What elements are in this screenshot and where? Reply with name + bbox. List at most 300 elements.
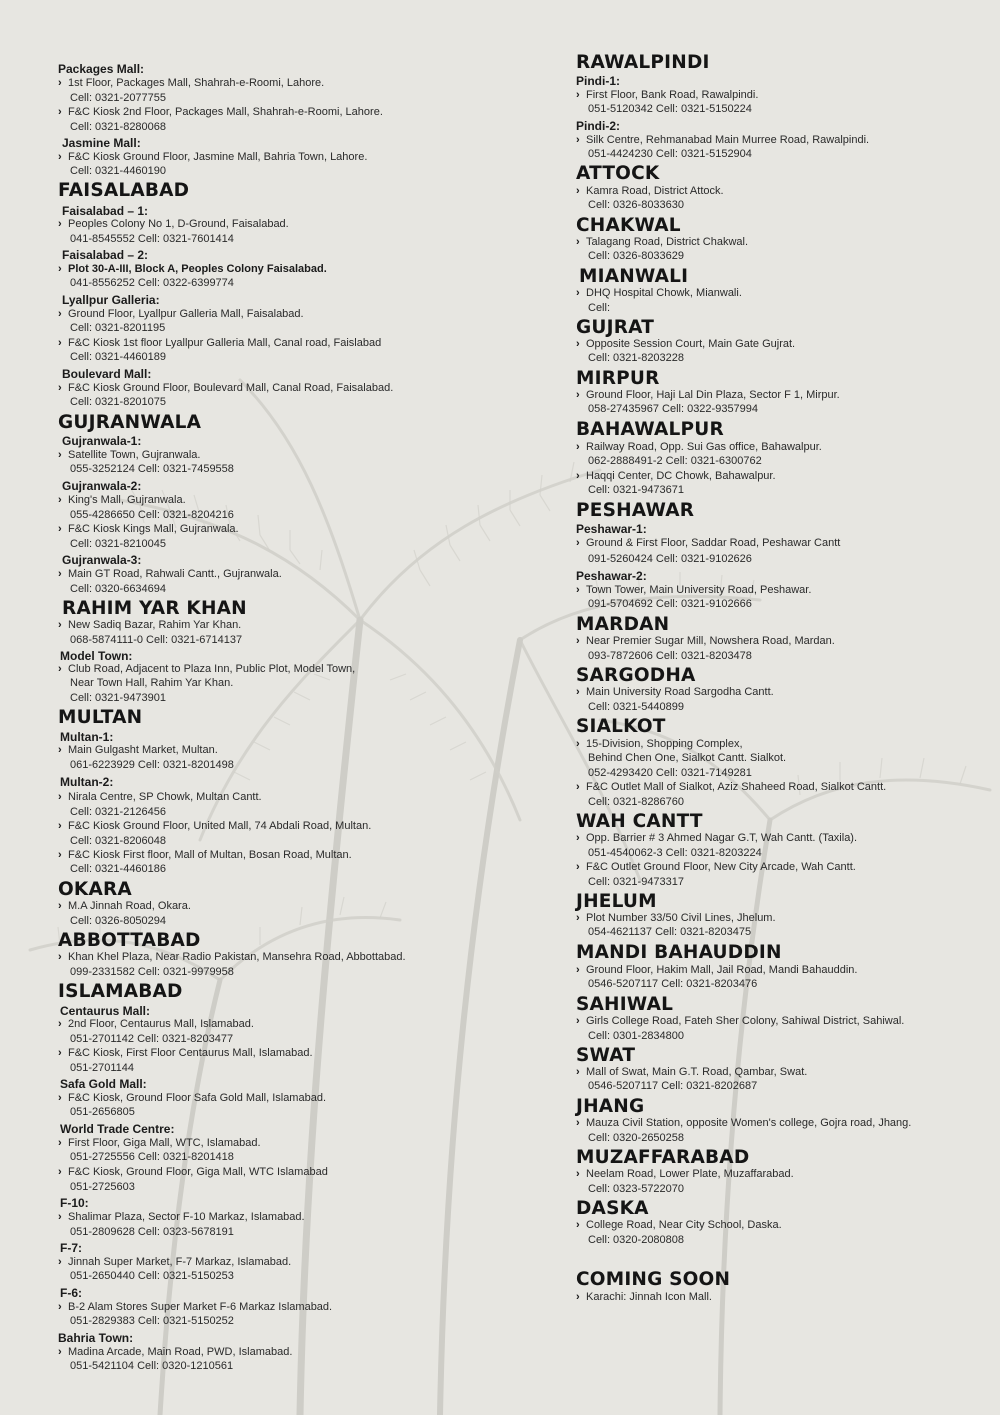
chevron-right-icon: › [58, 744, 62, 756]
line-text: F&C Kiosk Ground Floor, United Mall, 74 Abdali Road, Multan. [68, 820, 372, 832]
address-line [58, 523, 239, 536]
line-text: Cell: 0321-8210045 [70, 538, 167, 550]
address-line [576, 1117, 911, 1130]
chevron-right-icon: › [58, 663, 62, 675]
chevron-right-icon: › [58, 218, 62, 230]
city-heading-gujrat: GUJRAT [576, 317, 655, 338]
address-line [58, 951, 406, 964]
line-text: Main University Road Sargodha Cantt. [586, 686, 774, 698]
line-text: Cell: 0323-5722070 [588, 1183, 685, 1195]
line-text: Cell: 0321-2126456 [70, 806, 167, 818]
line-text: Haqqi Center, DC Chowk, Bahawalpur. [586, 470, 776, 482]
line-text: 1st Floor, Packages Mall, Shahrah-e-Roomi, Lahore. [68, 77, 325, 89]
chevron-right-icon: › [58, 494, 62, 506]
address-line [58, 1256, 291, 1269]
address-line [58, 663, 355, 676]
chevron-right-icon: › [576, 470, 580, 482]
chevron-right-icon: › [58, 1018, 62, 1030]
chevron-right-icon: › [576, 236, 580, 248]
line-text: Cell: 0321-5440899 [588, 701, 685, 713]
address-line [576, 912, 776, 925]
line-text: Town Tower, Main University Road, Peshawar. [586, 584, 812, 596]
address-line [576, 441, 822, 454]
contact-line [576, 352, 684, 365]
line-text: 055-4286650 Cell: 0321-8204216 [70, 509, 234, 521]
chevron-right-icon: › [576, 441, 580, 453]
address-line [576, 832, 857, 845]
branch-name: Gujranwala-2: [62, 479, 142, 493]
line-text: 093-7872606 Cell: 0321-8203478 [588, 650, 752, 662]
line-text: 051-2656805 [70, 1106, 135, 1118]
line-text: F&C Kiosk 2nd Floor, Packages Mall, Shahrah-e-Roomi, Lahore. [68, 106, 383, 118]
line-text: Cell: 0326-8033630 [588, 199, 685, 211]
line-text: 051-2650440 Cell: 0321-5150253 [70, 1270, 234, 1282]
contact-line [576, 796, 684, 809]
line-text: Opp. Barrier # 3 Ahmed Nagar G.T, Wah Cantt. (Taxila). [586, 832, 858, 844]
line-text: Peoples Colony No 1, D-Ground, Faisalabad. [68, 218, 289, 230]
line-text: F&C Kiosk, Ground Floor Safa Gold Mall, Islamabad. [68, 1092, 326, 1104]
chevron-right-icon: › [576, 861, 580, 873]
chevron-right-icon: › [576, 686, 580, 698]
city-heading-attock: ATTOCK [576, 163, 660, 184]
branch-name: Bahria Town: [58, 1331, 134, 1345]
branch-name: Pindi-1: [576, 74, 620, 88]
address-line [58, 1301, 332, 1314]
contact-line [576, 1080, 757, 1093]
branch-name: Gujranwala-3: [62, 553, 142, 567]
branch-name: F-7: [60, 1241, 82, 1255]
line-text: Cell: 0320-2650258 [588, 1132, 685, 1144]
contact-line [576, 302, 610, 315]
branch-name: Peshawar-2: [576, 569, 647, 583]
line-text: Mauza Civil Station, opposite Women's college, Gojra road, Jhang. [586, 1117, 912, 1129]
branch-name: F-6: [60, 1286, 82, 1300]
chevron-right-icon: › [58, 337, 62, 349]
line-text: 2nd Floor, Centaurus Mall, Islamabad. [68, 1018, 254, 1030]
chevron-right-icon: › [58, 1047, 62, 1059]
line-text: Ground Floor, Lyallpur Galleria Mall, Faisalabad. [68, 308, 304, 320]
branch-name: Jasmine Mall: [62, 136, 141, 150]
chevron-right-icon: › [576, 738, 580, 750]
address-line [576, 861, 856, 874]
line-text: 0546-5207117 Cell: 0321-8203476 [588, 978, 758, 990]
chevron-right-icon: › [58, 449, 62, 461]
chevron-right-icon: › [58, 951, 62, 963]
line-text: Cell: 0321-2077755 [70, 92, 167, 104]
contact-line [58, 634, 242, 647]
address-line [58, 849, 352, 862]
chevron-right-icon: › [576, 1015, 580, 1027]
contact-line [576, 403, 758, 416]
chevron-right-icon: › [576, 964, 580, 976]
line-text: 051-5421104 Cell: 0320-1210561 [70, 1360, 234, 1372]
line-text: Opposite Session Court, Main Gate Gujrat. [586, 338, 796, 350]
address-line [58, 1047, 313, 1060]
chevron-right-icon: › [576, 584, 580, 596]
contact-line [58, 863, 166, 876]
chevron-right-icon: › [576, 1117, 580, 1129]
line-text: Main Gulgasht Market, Multan. [68, 744, 218, 756]
branch-name: Pindi-2: [576, 119, 620, 133]
line-text: Cell: 0321-8206048 [70, 835, 167, 847]
line-text: Cell: 0326-8033629 [588, 250, 685, 262]
line-text: 051-2809628 Cell: 0323-5678191 [70, 1226, 234, 1238]
branch-name: Model Town: [60, 649, 133, 663]
line-text: Girls College Road, Fateh Sher Colony, Sahiwal District, Sahiwal. [586, 1015, 905, 1027]
address-line [576, 236, 748, 249]
line-text: Near Premier Sugar Mill, Nowshera Road, Mardan. [586, 635, 835, 647]
chevron-right-icon: › [576, 1066, 580, 1078]
chevron-right-icon: › [58, 1301, 62, 1313]
address-line [58, 1211, 305, 1224]
chevron-right-icon: › [58, 106, 62, 118]
city-heading-wah-cantt: WAH CANTT [576, 811, 703, 832]
address-line [576, 1291, 712, 1304]
chevron-right-icon: › [576, 1291, 580, 1303]
contact-line [58, 1062, 134, 1075]
address-line [576, 1219, 782, 1232]
contact-line [576, 553, 752, 566]
city-heading-multan: MULTAN [58, 707, 143, 728]
chevron-right-icon: › [576, 635, 580, 647]
city-heading-daska: DASKA [576, 1198, 649, 1219]
contact-line [58, 92, 166, 105]
city-heading-peshawar: PESHAWAR [576, 500, 695, 521]
line-text: 068-5874111-0 Cell: 0321-6714137 [70, 634, 243, 646]
contact-line [58, 1270, 234, 1283]
line-text: Ground Floor, Haji Lal Din Plaza, Sector F 1, Mirpur. [586, 389, 840, 401]
contact-line [58, 835, 166, 848]
chevron-right-icon: › [576, 1168, 580, 1180]
line-text: Ground & First Floor, Saddar Road, Peshawar Cantt [586, 537, 841, 549]
address-line [576, 738, 743, 751]
chevron-right-icon: › [576, 185, 580, 197]
line-text: F&C Kiosk, Ground Floor, Giga Mall, WTC Islamabad [68, 1166, 328, 1178]
chevron-right-icon: › [58, 849, 62, 861]
city-heading-mianwali: MIANWALI [579, 266, 689, 287]
chevron-right-icon: › [576, 134, 580, 146]
contact-line [576, 1183, 684, 1196]
line-text: Neelam Road, Lower Plate, Muzaffarabad. [586, 1168, 794, 1180]
line-text: F&C Outlet Ground Floor, New City Arcade, Wah Cantt. [586, 861, 856, 873]
city-heading-okara: OKARA [58, 879, 132, 900]
contact-line [576, 1234, 684, 1247]
city-heading-mardan: MARDAN [576, 614, 670, 635]
address-line [576, 338, 795, 351]
address-line [576, 134, 869, 147]
line-text: Plot 30-A-III, Block A, Peoples Colony Faisalabad. [68, 263, 327, 275]
address-line [58, 791, 262, 804]
contact-line [58, 1360, 233, 1373]
city-heading-jhelum: JHELUM [576, 891, 657, 912]
chevron-right-icon: › [576, 338, 580, 350]
branch-name: World Trade Centre: [60, 1122, 175, 1136]
contact-line [576, 767, 752, 780]
contact-line [58, 1226, 234, 1239]
contact-line [576, 876, 684, 889]
line-text: First Floor, Bank Road, Rawalpindi. [586, 89, 759, 101]
chevron-right-icon: › [58, 820, 62, 832]
line-text: Nirala Centre, SP Chowk, Multan Cantt. [68, 791, 262, 803]
line-text: 051-2725603 [70, 1181, 135, 1193]
line-text: Shalimar Plaza, Sector F-10 Markaz, Islamabad. [68, 1211, 305, 1223]
chevron-right-icon: › [58, 523, 62, 535]
line-text: 061-6223929 Cell: 0321-8201498 [70, 759, 234, 771]
address-line [58, 1137, 261, 1150]
chevron-right-icon: › [58, 263, 62, 275]
chevron-right-icon: › [576, 781, 580, 793]
chevron-right-icon: › [58, 1137, 62, 1149]
line-text: 051-2701142 Cell: 0321-8203477 [70, 1033, 234, 1045]
line-text: Main GT Road, Rahwali Cantt., Gujranwala. [68, 568, 282, 580]
line-text: First Floor, Giga Mall, WTC, Islamabad. [68, 1137, 261, 1149]
contact-line [576, 752, 786, 765]
line-text: B-2 Alam Stores Super Market F-6 Markaz Islamabad. [68, 1301, 333, 1313]
contact-line [58, 509, 234, 522]
branch-name: Multan-1: [60, 730, 114, 744]
city-heading-abbottabad: ABBOTTABAD [58, 930, 201, 951]
address-line [58, 494, 186, 507]
contact-line [58, 583, 166, 596]
contact-line [58, 1181, 135, 1194]
city-heading-jhang: JHANG [576, 1096, 645, 1117]
address-line [58, 1018, 254, 1031]
line-text: Cell: 0321-9473317 [588, 876, 685, 888]
chevron-right-icon: › [576, 287, 580, 299]
address-line [576, 470, 776, 483]
contact-line [58, 322, 165, 335]
contact-line [576, 598, 752, 611]
line-text: 054-4621137 Cell: 0321-8203475 [588, 926, 752, 938]
city-heading-swat: SWAT [576, 1045, 636, 1066]
contact-line [576, 148, 752, 161]
branch-name: Faisalabad – 1: [62, 204, 149, 218]
contact-line [576, 847, 762, 860]
line-text: Cell: 0321-8286760 [588, 796, 685, 808]
address-line [58, 1092, 326, 1105]
address-line [58, 1166, 328, 1179]
address-line [58, 382, 393, 395]
line-text: F&C Kiosk First floor, Mall of Multan, Bosan Road, Multan. [68, 849, 352, 861]
line-text: 051-4540062-3 Cell: 0321-8203224 [588, 847, 762, 859]
line-text: Cell: 0321-8201195 [70, 322, 166, 334]
line-text: Cell: 0320-2080808 [588, 1234, 685, 1246]
contact-line [58, 538, 166, 551]
line-text: Madina Arcade, Main Road, PWD, Islamabad. [68, 1346, 293, 1358]
line-text: 051-4424230 Cell: 0321-5152904 [588, 148, 752, 160]
chevron-right-icon: › [576, 537, 580, 549]
address-line [576, 584, 811, 597]
contact-line [58, 165, 166, 178]
line-text: 052-4293420 Cell: 0321-7149281 [588, 767, 752, 779]
line-text: Talagang Road, District Chakwal. [586, 236, 749, 248]
chevron-right-icon: › [576, 912, 580, 924]
city-heading-gujranwala: GUJRANWALA [58, 412, 202, 433]
line-text: New Sadiq Bazar, Rahim Yar Khan. [68, 619, 242, 631]
contact-line [576, 455, 762, 468]
contact-line [58, 351, 166, 364]
line-text: Cell: 0321-4460189 [70, 351, 167, 363]
line-text: Cell: 0326-8050294 [70, 915, 167, 927]
chevron-right-icon: › [58, 1166, 62, 1178]
chevron-right-icon: › [58, 619, 62, 631]
city-heading-mirpur: MIRPUR [576, 368, 660, 389]
chevron-right-icon: › [58, 1211, 62, 1223]
address-line [58, 77, 324, 90]
line-text: 0546-5207117 Cell: 0321-8202687 [588, 1080, 758, 1092]
address-line [58, 820, 371, 833]
branch-name: Lyallpur Galleria: [62, 293, 160, 307]
chevron-right-icon: › [58, 77, 62, 89]
address-line [58, 151, 367, 164]
contact-line [58, 677, 233, 690]
line-text: Karachi: Jinnah Icon Mall. [586, 1291, 712, 1303]
line-text: F&C Kiosk Ground Floor, Boulevard Mall, Canal Road, Faisalabad. [68, 382, 394, 394]
line-text: F&C Kiosk Kings Mall, Gujranwala. [68, 523, 239, 535]
branch-name: Peshawar-1: [576, 522, 647, 536]
city-heading-coming-soon: COMING SOON [576, 1269, 731, 1290]
address-line [58, 744, 218, 757]
chevron-right-icon: › [576, 1219, 580, 1231]
line-text: Behind Chen One, Sialkot Cantt. Sialkot. [588, 752, 787, 764]
city-heading-sialkot: SIALKOT [576, 716, 666, 737]
branch-name: Multan-2: [60, 775, 114, 789]
city-heading-rawalpindi: RAWALPINDI [576, 52, 710, 73]
chevron-right-icon: › [576, 389, 580, 401]
line-text: 051-2725556 Cell: 0321-8201418 [70, 1151, 234, 1163]
line-text: Club Road, Adjacent to Plaza Inn, Public Plot, Model Town, [68, 663, 356, 675]
contact-line [58, 1106, 135, 1119]
line-text: Ground Floor, Hakim Mall, Jail Road, Mandi Bahauddin. [586, 964, 858, 976]
line-text: 091-5704692 Cell: 0321-9102666 [588, 598, 752, 610]
branch-name: Faisalabad – 2: [62, 248, 149, 262]
city-heading-sahiwal: SAHIWAL [576, 994, 674, 1015]
contact-line [58, 277, 234, 290]
branch-name: Packages Mall: [58, 62, 145, 76]
address-line [58, 337, 381, 350]
line-text: 091-5260424 Cell: 0321-9102626 [588, 553, 752, 565]
line-text: 051-2701144 [70, 1062, 135, 1074]
branch-name: F-10: [60, 1196, 89, 1210]
address-line [576, 185, 724, 198]
line-text: 058-27435967 Cell: 0322-9357994 [588, 403, 759, 415]
address-line [576, 781, 886, 794]
line-text: Cell: 0320-6634694 [70, 583, 167, 595]
city-heading-mandi-bahauddin: MANDI BAHAUDDIN [576, 942, 782, 963]
line-text: Khan Khel Plaza, Near Radio Pakistan, Mansehra Road, Abbottabad. [68, 951, 406, 963]
line-text: Plot Number 33/50 Civil Lines, Jhelum. [586, 912, 776, 924]
contact-line [58, 1151, 234, 1164]
line-text: Jinnah Super Market, F-7 Markaz, Islamabad. [68, 1256, 292, 1268]
contact-line [58, 915, 166, 928]
branch-name: Gujranwala-1: [62, 434, 142, 448]
line-text: Kamra Road, District Attock. [586, 185, 724, 197]
line-text: M.A Jinnah Road, Okara. [68, 900, 191, 912]
line-text: Railway Road, Opp. Sui Gas office, Bahawalpur. [586, 441, 822, 453]
contact-line [576, 650, 752, 663]
chevron-right-icon: › [58, 151, 62, 163]
contact-line [58, 692, 166, 705]
line-text: 041-8545552 Cell: 0321-7601414 [70, 233, 234, 245]
line-text: Silk Centre, Rehmanabad Main Murree Road, Rawalpindi. [586, 134, 870, 146]
line-text: 055-3252124 Cell: 0321-7459558 [70, 463, 234, 475]
line-text: F&C Kiosk, First Floor Centaurus Mall, Islamabad. [68, 1047, 313, 1059]
contact-line [576, 484, 684, 497]
chevron-right-icon: › [58, 1092, 62, 1104]
line-text: 051-2829383 Cell: 0321-5150252 [70, 1315, 234, 1327]
line-text: Satellite Town, Gujranwala. [68, 449, 201, 461]
address-line [576, 287, 742, 300]
chevron-right-icon: › [576, 89, 580, 101]
line-text: Cell: 0301-2834800 [588, 1030, 685, 1042]
contact-line [576, 926, 751, 939]
line-text: Cell: 0321-9473901 [70, 692, 167, 704]
contact-line [576, 701, 684, 714]
line-text: F&C Kiosk Ground Floor, Jasmine Mall, Bahria Town, Lahore. [68, 151, 368, 163]
contact-line [58, 1315, 234, 1328]
contact-line [58, 759, 234, 772]
line-text: 051-5120342 Cell: 0321-5150224 [588, 103, 752, 115]
city-heading-muzaffarabad: MUZAFFARABAD [576, 1147, 750, 1168]
address-line [576, 537, 840, 550]
chevron-right-icon: › [58, 900, 62, 912]
contact-line [576, 1030, 684, 1043]
address-line [58, 218, 289, 231]
line-text: 062-2888491-2 Cell: 0321-6300762 [588, 455, 762, 467]
line-text: King's Mall, Gujranwala. [68, 494, 186, 506]
contact-line [58, 233, 234, 246]
line-text: Cell: 0321-4460190 [70, 165, 167, 177]
address-line [576, 964, 857, 977]
address-line [58, 900, 191, 913]
address-line [576, 1015, 904, 1028]
chevron-right-icon: › [58, 791, 62, 803]
address-line [576, 1066, 807, 1079]
city-heading-bahawalpur: BAHAWALPUR [576, 419, 724, 440]
line-text: Cell: 0321-8201075 [70, 396, 167, 408]
address-line [58, 308, 304, 321]
line-text: 041-8556252 Cell: 0322-6399774 [70, 277, 234, 289]
address-line [58, 568, 282, 581]
chevron-right-icon: › [58, 382, 62, 394]
line-text: Cell: 0321-4460186 [70, 863, 167, 875]
contact-line [576, 103, 752, 116]
line-text: 15-Division, Shopping Complex, [586, 738, 743, 750]
line-text: Cell: [588, 302, 611, 314]
chevron-right-icon: › [58, 308, 62, 320]
contact-line [576, 250, 684, 263]
contact-line [576, 1132, 684, 1145]
line-text: Cell: 0321-8203228 [588, 352, 685, 364]
contact-line [576, 978, 757, 991]
address-line [576, 635, 835, 648]
line-text: 099-2331582 Cell: 0321-9979958 [70, 966, 234, 978]
contact-line [58, 1033, 233, 1046]
city-heading-chakwal: CHAKWAL [576, 215, 681, 236]
contact-line [58, 396, 166, 409]
address-line [58, 619, 241, 632]
contact-line [576, 199, 684, 212]
line-text: Near Town Hall, Rahim Yar Khan. [70, 677, 234, 689]
chevron-right-icon: › [58, 1346, 62, 1358]
address-line [58, 106, 383, 119]
address-line [576, 1168, 794, 1181]
chevron-right-icon: › [58, 568, 62, 580]
city-heading-islamabad: ISLAMABAD [58, 981, 183, 1002]
line-text: F&C Kiosk 1st floor Lyallpur Galleria Mall, Canal road, Faislabad [68, 337, 382, 349]
address-line [576, 686, 774, 699]
address-line [576, 389, 840, 402]
